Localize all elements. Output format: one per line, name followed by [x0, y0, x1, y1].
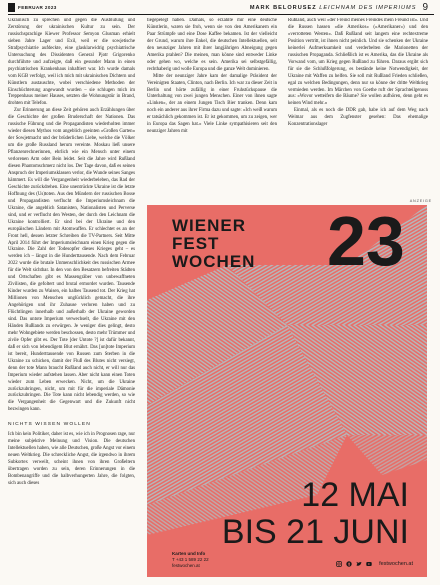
ad-year-number: 23 — [327, 205, 405, 280]
ad-title-line: WIENER — [172, 216, 246, 235]
running-title: LEICHNAM DES IMPERIUMS — [319, 4, 417, 11]
advertisement-label: ANZEIGE — [409, 199, 432, 203]
twitter-icon[interactable] — [356, 561, 362, 567]
text-column-1 — [8, 18, 135, 583]
ad-info — [172, 551, 209, 569]
ad-social-handle[interactable]: festwochen.at — [379, 561, 413, 567]
paragraph: Einmal, als es noch die DDR gab, habe ich auf dem Weg nach Weimar aus dem Zugfenster gesehen: Das ehemalige Konzentrationslager — [288, 108, 428, 128]
running-header — [250, 5, 417, 11]
ad-title — [172, 217, 255, 271]
paragraph: tiegepelegt haben. Damals, so erzählte mir eine deutsche Künstlerin, waren sie froh, wenn sie von den Amerikanern ein Paar Strümpfe und eine Dose Kaffee bekamen. Ist der vielleicht der Grund, warum ihre Enkel, die deutschen Intellektuellen, seit den neunziger Jahren mit ihrer langjährigen Abneigung gegen Amerika prahlen? Die meinen, man könne sind entweder Linke oder gehen wo, welche es sein. Amerika sei selbstgefällig, rechthaberig und wolle Europa und die ganze Welt dominieren. — [147, 18, 277, 72]
ad-date-end: BIS 21 JUNI — [221, 513, 409, 551]
ad-info-web[interactable]: festwochen.at — [172, 563, 200, 568]
page-number: 9 — [422, 2, 428, 13]
ad-info-heading: Karten und Info — [172, 551, 206, 556]
issue-date: FEBRUAR 2023 — [18, 5, 57, 10]
paragraph: Rußland, auch weil »der Freind meines Freindes mein Freund ist«. Und die Russen hassen »die Amerikos« (»Amerikaner«) und den »verrotteten Westen«. Daß Rußland seit langem eine rechtextreme Position vertritt, ist ihnen nicht peinlich. Und sie schenken der Ukraine keinerlei Aufmerksamkeit und verderbelten die Marionetten der russischen Propaganda. Schließlich ist es Amerika, das die Ukraine als Vorwand vom, um Krieg gegen Rußland zu führen. Daraus ergibt sich für sie die Schlußfolgerung, es bestände keine Notwendigkeit, der Ukraine mit Waffen zu helfen. Sie soll mit Rußland Frieden schließen, egal zu welchen Bedingungen, denn nur so könne der dritte Weltkrieg vermieden werden. Im Märchen von Goethe ruft der Sprachteilgenoss aus: »Wovor wetteifern die Bäume? Sie wollen aufhören, denn geht es keinen Wind mehr.« — [288, 18, 428, 107]
ad-title-line: WOCHEN — [172, 252, 256, 271]
youtube-icon[interactable] — [366, 561, 372, 567]
section-subhead: NICHTS WISSEN WOLLEN — [8, 422, 91, 428]
paragraph: Ukrainisch zu sprechen und gegen die Ausblutung und Zerstörung der ukrainischen Kultur zu sein. Der russischsprachige Kiewer Professor Semyon Glusman erhielt sieben Jahre Lager und Exil, weil er die sowjetische Strafpsychiatrie aufdeckte, eine glasklarwidrig psychiatrische Untersuchung des Dissidenten General Pjotr Grigorenko durchführte und aufzeigte, daß ein gesunder Mann in einen psychiatrischen Krankenhaus inhaftiert war. Ich wurde damals vom KGB verfolgt, weil ich mich mit ukrainischen Dichtern und Künstlern austauschte, wobei verschiedene Methoden der Einschüchterung angewandt wurden – sie schlugen mich im Treppenhaus meiner Hauses, setzten die Wohnungstür in Brand, drohten mit Telefon. — [8, 18, 135, 107]
header-rule — [8, 14, 434, 15]
paragraph: Ich bin kein Politiker, daher ist es, wie ich in Prognosen rage, nur meine subjektive Meinung und Vision. Die deutschen Intellektuellen haben, wie alle Deutschen, große Angst vor einem neuen Weltkrieg. Die schreckliche Angst, die irgendwo in ihrem Subkortex verweilt, scheint ihnen von ihren Großeltern übertragen worden zu sein, deren Erinnerungen in die Bombenangriffe und die halbverhungerten Jahre, die folgten, sich auch dieses — [8, 432, 135, 486]
paragraph: Mitte der neunziger Jahre kam der damalige Präsident der Vereinigten Staaten, Clinton, nach Berlin. Ich war zu dieser Zeit in Berlin und hörte zufällig in einer Fruhstückspause die Unterhaltung von zwei jungen Menschen. Einer von ihnen sagte »Linken«, der an einem Jungen Tisch Bier tranken. Denn kam noch ein anderer aus ihrer Firma dazu und sagte: »Ich weiß warum er tatsächlich gekommen ist. Er ist gekommen, um zu zeigen, wer in Europa das Sagen hat.« Viele Linke sympathisieren seit den neunziger Jahren mit — [147, 73, 277, 135]
ad-info-phone: T +43 1 589 22 22 — [172, 557, 209, 562]
ad-date-start: 12 MAI — [301, 476, 409, 514]
header-left — [8, 3, 57, 12]
ad-title-line: FEST — [172, 234, 220, 253]
advertisement[interactable] — [147, 205, 427, 577]
ad-social — [336, 561, 413, 567]
header-right — [250, 2, 428, 13]
text-column-3 — [288, 18, 428, 198]
text-column-2 — [147, 18, 277, 198]
facebook-icon[interactable] — [346, 561, 352, 567]
paragraph: Zur Erinnerung an diese Zeit gehören auch Erzählungen über die Geschichte der großen Bruderschaft der Nationen. Das russische Führung und die Propagandisten wiederholten immer wieder diesen Mythos vom angeblich geeinten »Großen Garten« der Sowjetmacht und der brüderlichen Liebe, welche die Völker um die große Russland herum vereinte. Moskau ließ unsere Pflanzenrechnerinnen, ehrlich wie ein Mensch unter einem verlorenen Arm oder Bein leidet. Seit die Jahre wird Rußland diesen Phantomschmerz nicht los. Der Tage davon, daß es seinen Anspruch der Imperiumsklassen verlor, die Wunde seines Sanges hämmert. Es will die Vergangenheit wiederbeleben, das Rad der Geschichte zurückdrehen. Eine unentrückte Ukraine ist die letzte Hoffnung des (Us)toten. Aus den Mündern der russischen Bosse und Propagandisten verflucht die Imperiumsleichnam die Ukraine, die angeblich Satanisten, Nationalisten und Perverse sind, und er verflucht den Westen, der durch den Leichnam die Ukraine kontrolliert. Er sind bei der Ukraine und den europäischen Ländern mit Atomwaffen. Er schlechtet es an der Front hell, dessen letzter Schreiben die TV-Partners. Seit Mitte April 2014 führt der Imperiumsleichnam einen Krieg gegen die Ukraine. Die Zahl der Todesopfer dieses Krieges geht – es werden ich – längst in die Hunderttausende. Nach dem Februar 2022 wurde die brutale Unmenschlichkeit des russischen Armee für die Welt sichtbar. In den von den Besatzern befreiten Städten und Ortschaften gibt es Massengräber von unbewaffneten Zivilisten, die gefoltert und brutal ermordet wurden. Tausende Kinder wurden zu Waisen, ein halbes Tausend tot. Der Krieg hat Millionen von Menschen unglücklich gemacht, die ihre Angehörigen und ihr Zuhause verloren haben und zu Flüchtlingen innerhalb und außerhalb der Ukraine geworden sind. Das untote Imperium verwechselt, die Ukraine mit den Händen Rußlands zu erwürgen. Je weniger dies gelingt, desto mehr Wohngebiete werden beschossen, desto mehr Trümmer und zivile Opfer gibt es. Der Tote [der Untote ?] ist dafür bekannt, daß er sich von lebendigem Blut ernährt. Das [un]tote Imperium ist bereit, Hunderttausende von Russen zum Sterben in die Ukraine zu schicken, damit der Fluß des Blutes nicht versiegt, denn der tote Mann braucht Rußland auch nicht, er will nur das Imperium wieder aufstehen lassen. Aber nicht kann einen Toten wieder zum Leben erwecken. Nicht, um die Ukraine zurückzubringen, nicht, um mit für die imperiale Dämonie zurückzubringen. Die Tote kann nicht lebendig werden, so wie die Vergangenheit die Gegenwart und die Zukunft nicht bezwingen kann. — [8, 108, 135, 413]
running-author: MARK BELORUSEZ — [249, 4, 317, 11]
instagram-icon[interactable] — [336, 561, 342, 567]
magazine-logo — [8, 3, 15, 12]
